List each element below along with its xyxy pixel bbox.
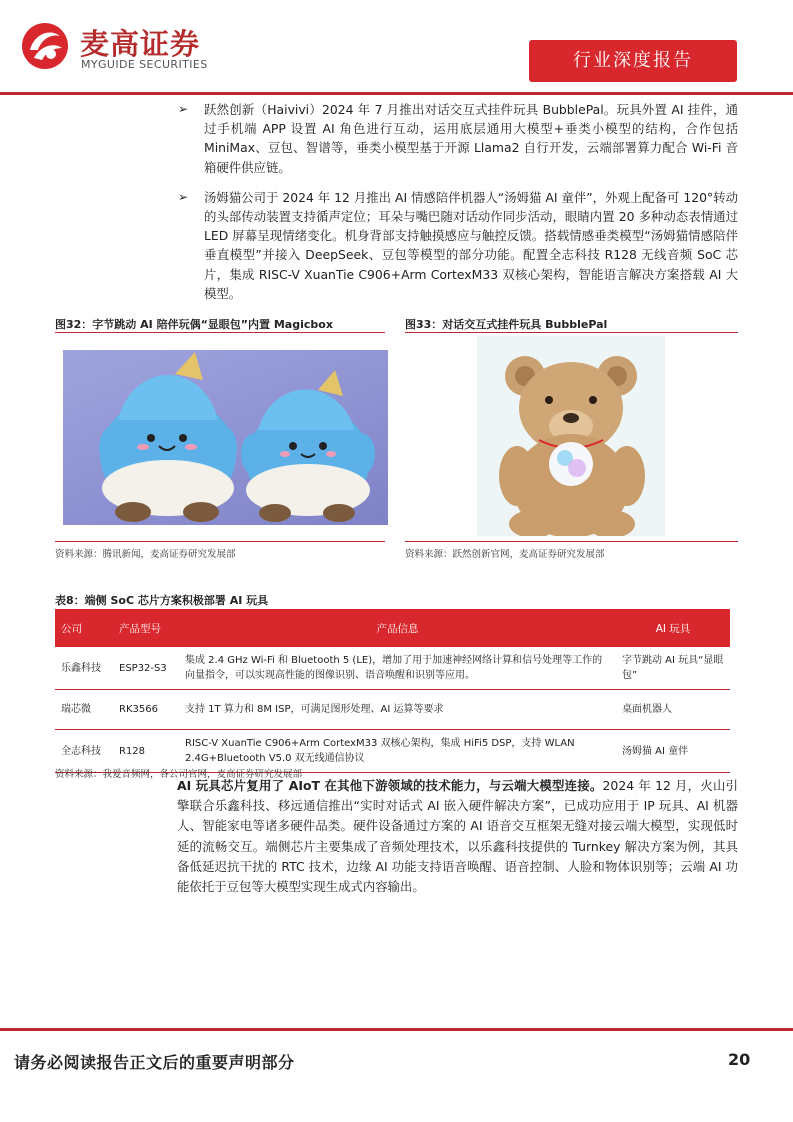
cell-info: RISC-V XuanTie C906+Arm CortexM33 双核心架构，集成 HiFi5 DSP，支持 WLAN 2.4G+Bluetooth V5.0 双无线通信协议	[179, 730, 616, 773]
paragraph-lead: AI 玩具芯片复用了 AIoT 在其他下游领域的技术能力，与云端大模型连接。	[177, 778, 603, 793]
figure-33-bottom-rule	[405, 541, 738, 542]
header-toy: AI 玩具	[616, 609, 730, 647]
table-8-source: 资料来源：我爱音频网，各公司官网，麦高证券研究发展部	[55, 769, 303, 780]
figure-33-image	[477, 336, 665, 536]
arrow-bullet-icon: ➢	[178, 189, 189, 204]
cell-company: 瑞芯微	[55, 690, 113, 730]
figure-33-title: 图33：对话交互式挂件玩具 BubblePal	[405, 318, 608, 331]
figure-32-title: 图32：字节跳动 AI 陪伴玩偶“显眼包”内置 Magicbox	[55, 318, 333, 331]
cell-toy: 汤姆猫 AI 童伴	[616, 730, 730, 773]
logo-english-name: MYGUIDE SECURITIES	[81, 58, 208, 71]
figure-33-top-rule	[405, 332, 738, 333]
plush-toy-left	[99, 352, 237, 522]
table-row	[55, 690, 730, 730]
table-header-row	[55, 609, 730, 647]
bullet-text: 跃然创新（Haivivi）2024 年 7 月推出对话交互式挂件玩具 BubblePal。玩具外置 AI 挂件，通过手机端 APP 设置 AI 角色进行互动，运用底层通用大模型+垂类小模型的结构，合作包括 MiniMax、豆包、智谱等，垂类小模型基于开源 Llama2 自行开发，云端部署算力配合 Wi-Fi 音箱硬件供应链。	[204, 102, 738, 175]
paragraph-body: 2024 年 12 月，火山引擎联合乐鑫科技、移远通信推出“实时对话式 AI 嵌入硬件解决方案”，已成功应用于 IP 玩具、AI 机器人、智能家电等诸多硬件品类。硬件设备通过方案的 AI 语音交互框架无缝对接云端大模型，实现低时延的流畅交互。端侧芯片主要集成了音频处理技术，以乐鑫科技提供的 Turnkey 解决方案为例，其具备低延迟抗干扰的 RTC 技术，边缘 AI 功能支持语音唤醒、语音控制、人脸和物体识别等；云端 AI 功能依托于豆包等大模型实现生成式内容输出。	[177, 778, 738, 895]
header-company: 公司	[55, 609, 113, 647]
cell-company: 全志科技	[55, 730, 113, 773]
figure-33-source: 资料来源：跃然创新官网，麦高证券研究发展部	[405, 549, 605, 560]
bullet-item-bubblepal	[178, 100, 738, 177]
page-number: 20	[728, 1050, 751, 1069]
cell-model: RK3566	[113, 690, 179, 730]
figure-32-top-rule	[55, 332, 385, 333]
myguide-logo-icon	[20, 20, 70, 72]
cell-model: R128	[113, 730, 179, 773]
company-logo	[20, 18, 220, 76]
cell-toy: 桌面机器人	[616, 690, 730, 730]
figure-32-bottom-rule	[55, 541, 385, 542]
report-type-badge: 行业深度报告	[529, 40, 737, 82]
footer-disclaimer: 请务必阅读报告正文后的重要声明部分	[14, 1053, 295, 1072]
cell-model: ESP32-S3	[113, 647, 179, 690]
header-model: 产品型号	[113, 609, 179, 647]
bullet-list	[178, 100, 738, 314]
cell-info: 集成 2.4 GHz Wi-Fi 和 Bluetooth 5 (LE)，增加了用于加速神经网络计算和信号处理等工作的向量指令，可以实现高性能的图像识别、语音唤醒和识别等应用。	[179, 647, 616, 690]
body-paragraph	[177, 776, 738, 897]
teddy-bear-illustration	[477, 336, 665, 536]
plush-toys-illustration	[63, 350, 388, 525]
cell-info: 支持 1T 算力和 8M ISP，可满足图形处理、AI 运算等要求	[179, 690, 616, 730]
bullet-item-tomcat	[178, 188, 738, 303]
table-row	[55, 647, 730, 690]
cell-toy: 字节跳动 AI 玩具“显眼包”	[616, 647, 730, 690]
footer-divider	[0, 1028, 793, 1031]
cell-company: 乐鑫科技	[55, 647, 113, 690]
header-info: 产品信息	[179, 609, 616, 647]
figure-32-image	[63, 350, 388, 525]
bullet-text: 汤姆猫公司于 2024 年 12 月推出 AI 情感陪伴机器人“汤姆猫 AI 童伴”，外观上配备可 120°转动的头部传动装置支持循声定位；耳朵与嘴巴随对话动作同步活动，眼睛内置 20 多种动态表情通过 LED 屏幕呈现情绪变化。机身背部支持触摸感应与触控反馈。搭载情感垂类模型“汤姆猫情感陪伴垂直模型”并接入 DeepSeek、豆包等模型的部分功能。配置全志科技 R128 无线音频 SoC 芯片，集成 RISC-V XuanTie C906+Arm CortexM33 双核心架构，智能语言解决方案搭载 AI 大模型。	[204, 189, 738, 301]
logo-chinese-name: 麦高证券	[80, 27, 201, 61]
plush-toy-right	[241, 370, 375, 522]
arrow-bullet-icon: ➢	[178, 102, 189, 116]
header-divider	[0, 92, 793, 95]
soc-table	[55, 609, 730, 773]
bubblepal-pendant	[549, 442, 593, 486]
table-8-title: 表8：端侧 SoC 芯片方案积极部署 AI 玩具	[55, 594, 269, 607]
figure-32-source: 资料来源：腾讯新闻，麦高证券研究发展部	[55, 549, 236, 560]
